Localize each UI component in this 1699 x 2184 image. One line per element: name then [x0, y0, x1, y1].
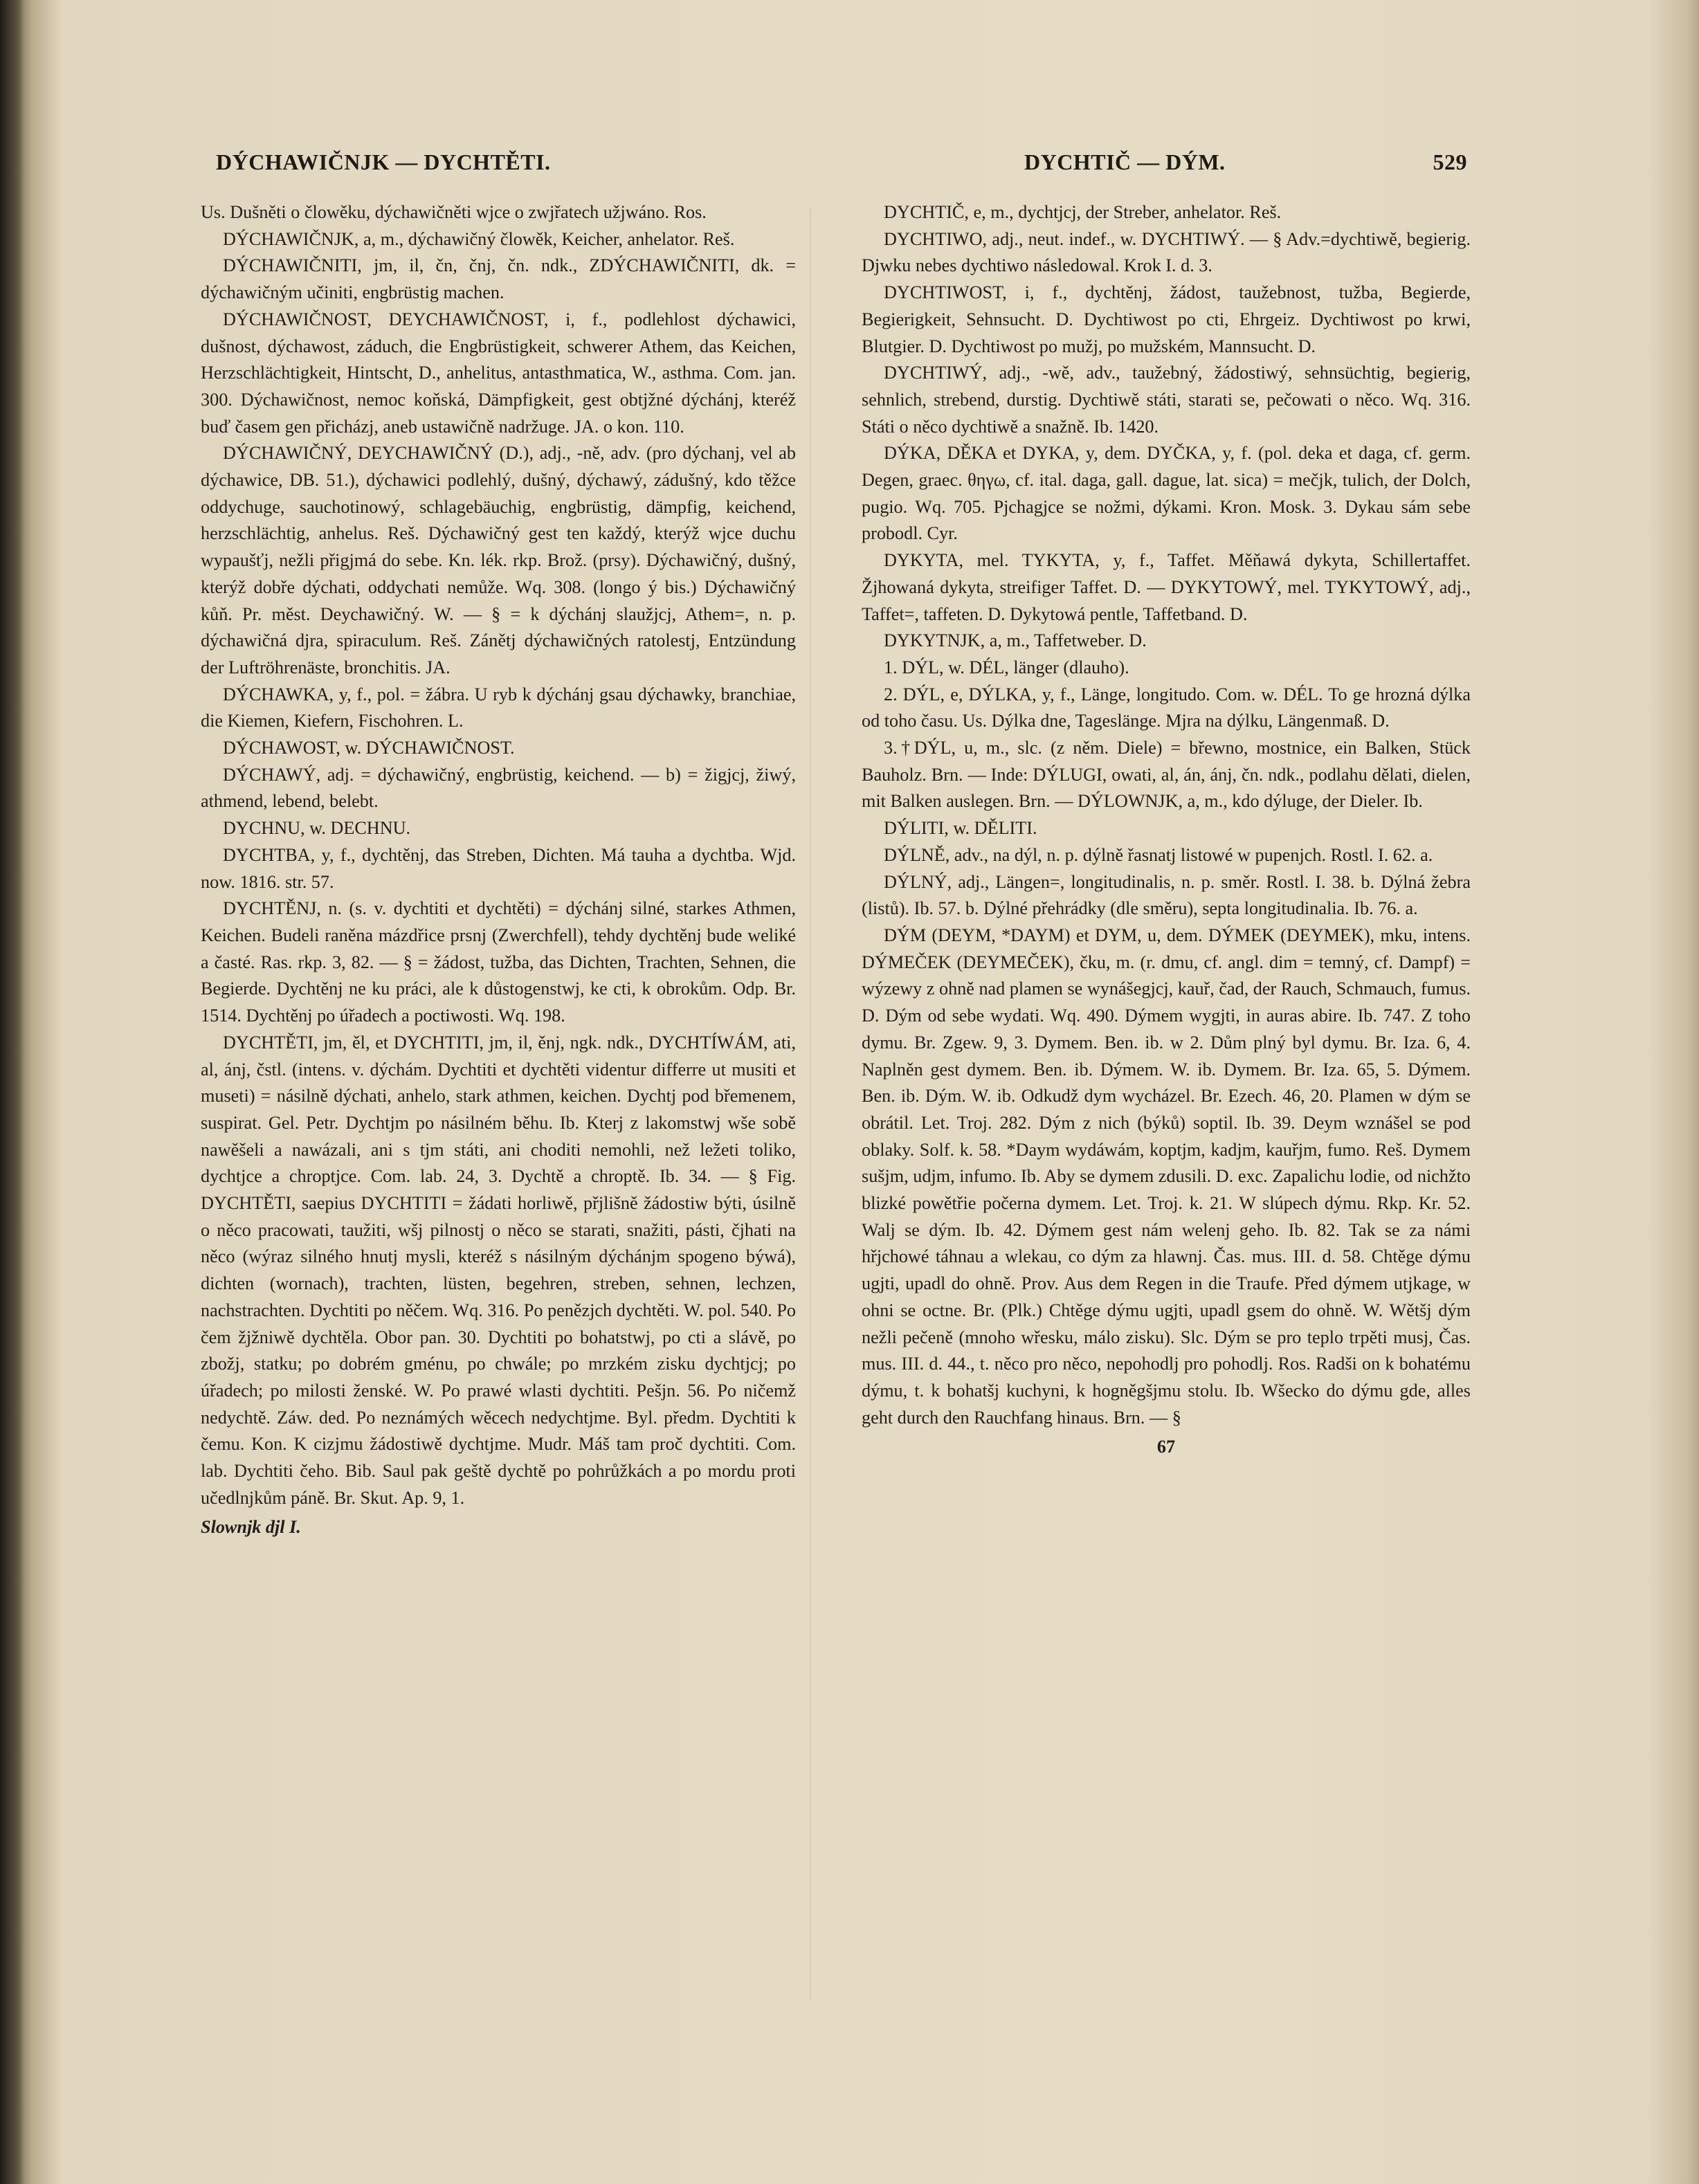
- left-running-title: DÝCHAWIČNJK — DYCHTĚTI.: [216, 149, 551, 174]
- entry-dyka: DÝKA, DĚKA et DYKA, y, dem. DYČKA, y, f. (pol. deka et daga, cf. germ. Degen, graec. θηγω, cf. ital. daga, gall. dague, lat. sica) = mečjk, tulich, der Dolch, pugio. Wq. 705. Pjchagjce se nožmi, dýkami. Kron. Mosk. 3. Dykau sám sebe probodl. Cyr.: [862, 443, 1471, 544]
- entry-dylny: DÝLNÝ, adj., Längen=, longitudinalis, n. p. směr. Rostl. I. 38. b. Dýlná žebra (listů). Ib. 57. b. Dýlné přehrádky (dle směru), septa longitudinalia. Ib. 76. a.: [862, 871, 1471, 919]
- entry-dychtba: DYCHTBA, y, f., dychtěnj, das Streben, Dichten. Má tauha a dychtba. Wjd. now. 1816. str. 57.: [201, 844, 796, 892]
- entry-dychawicniti: DÝCHAWIČNITI, jm, il, čn, čnj, čn. ndk., ZDÝCHAWIČNITI, dk. = dýchawičným učiniti, engbrüstig machen.: [201, 255, 796, 303]
- page-number: 529: [1433, 149, 1467, 174]
- column-gutter: [810, 208, 811, 2000]
- entry-dyl-3: 3.†DÝL, u, m., slc. (z něm. Diele) = břewno, mostnice, ein Balken, Stück Bauholz. Brn. — Inde: DÝLUGI, owati, al, án, ánj, čn. ndk., podlahu dělati, dielen, mit Balken auslegen. Brn. — DÝLOWNJK, a, m., kdo dýluge, der Dieler. Ib.: [862, 738, 1471, 812]
- signature-number: 67: [1156, 1437, 1176, 1457]
- entry-dychawost: DÝCHAWOST, w. DÝCHAWIČNOST.: [223, 738, 515, 758]
- entry-dyliti: DÝLITI, w. DĚLITI.: [884, 818, 1037, 839]
- entry-dyl-1: 1. DÝL, w. DÉL, länger (dlauho).: [884, 657, 1129, 677]
- entry-dychawy: DÝCHAWÝ, adj. = dýchawičný, engbrüstig, keichend. — b) = žigjcj, žiwý, athmend, lebend, belebt.: [201, 764, 796, 812]
- entry-dychawicnost: DÝCHAWIČNOST, DEYCHAWIČNOST, i, f., podlehlost dýchawici, dušnost, dýchawost, záduch, die Engbrüstigkeit, schwerer Athem, das Keichen, Herzschlächtigkeit, Hintscht, D., anhelitus, antasthmatica, W., asthma. Com. jan. 300. Dýchawičnost, nemoc koňská, Dämpfigkeit, gest obtjžné dýchánj, kteréž buď časem gen přicházj, aneb ustawičně nadržuge. JA. o kon. 110.: [201, 309, 796, 437]
- entry-dylne: DÝLNĚ, adv., na dýl, n. p. dýlně řasnatj listowé w pupenjch. Rostl. I. 62. a.: [884, 844, 1433, 865]
- entry-dychnu: DYCHNU, w. DECHNU.: [223, 818, 411, 839]
- signature-mark: Slownjk djl I.: [201, 1517, 301, 1538]
- entry-dychtiwo: DYCHTIWO, adj., neut. indef., w. DYCHTIWÝ. — § Adv.=dychtiwě, begierig. Djwku nebes dychtiwo následowal. Krok I. d. 3.: [862, 228, 1471, 276]
- entry-dychtiwy: DYCHTIWÝ, adj., -wě, adv., taužebný, žádostiwý, sehnsüchtig, begierig, sehnlich, strebend, durstig. Dychtiwě státi, starati se, pečowati o něco. Wq. 316. Státi o něco dychtiwě a snažně. Ib. 1420.: [862, 363, 1471, 437]
- entry-dychtiwost: DYCHTIWOST, i, f., dychtěnj, žádost, taužebnost, tužba, Begierde, Begierigkeit, Sehnsucht. D. Dychtiwost po cti, Ehrgeiz. Dychtiwost po krwi, Blutgier. D. Dychtiwost po mužj, po mužském, Mannsucht. D.: [862, 282, 1471, 356]
- book-spine-shadow: [0, 0, 24, 2184]
- dictionary-page: [187, 145, 1498, 2083]
- entry-dyl-2: 2. DÝL, e, DÝLKA, y, f., Länge, longitudo. Com. w. DÉL. To ge hrozná dýlka od toho času. Us. Dýlka dne, Tageslänge. Mjra na dýlku, Längenmaß. D.: [862, 684, 1471, 731]
- right-column: [862, 199, 1471, 1461]
- entry-text: Us. Dušněti o člowěku, dýchawičněti wjce o zwjřatech užjwáno. Ros.: [201, 202, 707, 222]
- entry-dychtenj: DYCHTĚNJ, n. (s. v. dychtiti et dychtěti) = dýchánj silné, starkes Athmen, Keichen. Budeli raněna mázdřice prsnj (Zwerchfell), tehdy dychtěnj bude weliké a časté. Ras. rkp. 3, 82. — § = žádost, tužba, das Dichten, Trachten, Sehnen, die Begierde. Dychtěnj ne ku práci, ale k důstogenstwj, ke cti, k obrokům. Odp. Br. 1514. Dychtěnj po úřadech a poctiwosti. Wq. 198.: [201, 898, 796, 1026]
- entry-dychtic: DYCHTIČ, e, m., dychtjcj, der Streber, anhelator. Reš.: [884, 202, 1282, 222]
- entry-dykyta: DYKYTA, mel. TYKYTA, y, f., Taffet. Měňawá dykyta, Schillertaffet. Žjhowaná dykyta, streifiger Taffet. D. — DYKYTOWÝ, mel. TYKYTOWÝ, adj., Taffet=, taffeten. D. Dykytowá pentle, Taffetband. D.: [862, 550, 1471, 624]
- entry-dym: DÝM (DEYM, *DAYM) et DYM, u, dem. DÝMEK (DEYMEK), mku, intens. DÝMEČEK (DEYMEČEK), čku, m. (r. dmu, cf. angl. dim = temný, cf. Dampf) = wýzewy z ohně nad plamen se wynášegjcj, kauř, čad, der Rauch, Schmauch, fumus. D. Dým od sebe wydati. Wq. 490. Dýmem wygjti, in auras abire. Ib. 747. Z toho dymu. Br. Zgew. 9, 3. Dymem. Ben. ib. w 2. Dům plný byl dymu. Br. Iza. 6, 4. Naplněn gest dymem. Ben. ib. Dýmem. W. ib. Dymem. Br. Iza. 65, 5. Dýmem. Ben. ib. Dým. W. ib. Odkudž dym wycházel. Br. Ezech. 46, 20. Plamen w dým se obrátil. Let. Troj. 282. Dým z nich (býků) soptil. Ib. 39. Deym wznášel se pod oblaky. Solf. k. 58. *Daym wydáwám, koptjm, kadjm, kauřjm, fumo. Reš. Dymem sušjm, udjm, infumo. Ib. Aby se dymem zdusili. D. exc. Zapalichu lodie, od nichžto blizké powětřie počerna dymem. Let. Troj. k. 21. W slúpech dýmu. Rkp. Kr. 52. Walj se dým. Ib. 42. Dýmem gest nám welenj geho. Ib. 82. Tak se za námi hřjchowé táhnau a wlekau, co dým za hlawnj. Čas. mus. III. d. 58. Chtěge dýmu ugjti, upadl do ohně. Prov. Aus dem Regen in die Traufe. Před dýmem utjkage, w ohni se octne. Br. (Plk.) Chtěge dýmu ugjti, upadl gsem do ohně. W. Wětšj dým nežli pečeně (mnoho wřesku, málo zisku). Slc. Dým se pro teplo trpěti musj, Čas. mus. III. d. 44., t. něco pro něco, nepohodlj pro pohodlj. Ros. Radši on k bohatému dýmu, t. k bohatšj kuchyni, k hogněgšjmu stolu. Ib. Wšecko do dýmu gde, alles geht durch den Rauchfang hinaus. Brn. — §: [862, 925, 1471, 1428]
- entry-dykytnjk: DYKYTNJK, a, m., Taffetweber. D.: [884, 630, 1147, 651]
- entry-dychteti: DYCHTĚTI, jm, ěl, et DYCHTITI, jm, il, ěnj, ngk. ndk., DYCHTÍWÁM, ati, al, ánj, čstl. (intens. v. dýchám. Dychtiti et dychtěti videntur differre ut musiti et museti) = násilně dýchati, anhelo, stark athmen, keichen. Dychtj pod břemenem, suspirat. Gel. Petr. Dychtjm po násilném běhu. Ib. Kterj z lakomstwj wše sobě nawěšeli a nawázali, ani s tjm státi, ani choditi nemohli, než ležeti toliko, dychtjce a chroptjce. Com. lab. 24, 3. Dychtě a chroptě. Ib. 34. — § Fig. DYCHTĚTI, saepius DYCHTITI = žádati horliwě, přjlišně žádostiw býti, úsilně o něco pracowati, taužiti, wšj pilnostj o něco se starati, snažiti, pásti, čjhati na něco (wýraz silného hnutj mysli, kteréž s násilným dýchánjm spogeno býwá), dichten (wornach), trachten, lüsten, begehren, streben, sehnen, lechzen, nachstrachten. Dychtiti po něčem. Wq. 316. Po penězjch dychtěti. W. pol. 540. Po čem žjžniwě dychtěla. Obor pan. 30. Dychtiti po bohatstwj, po cti a slávě, po zbožj, statku; po dobrém gménu, po chwále; po mrzkém zisku dychtjcj; po úřadech; po milosti ženské. W. Po prawé wlasti dychtiti. Pešjn. 56. Po ničemž nedychtě. Záw. ded. Po neznámých wěcech nedychtjme. Byl. předm. Dychtiti k čemu. Kon. K cizjmu žádostiwě dychtjme. Mudr. Máš tam proč dychtiti. Com. lab. Dychtiti čeho. Bib. Saul pak geště dychtě po pohrůžkách a po mordu proti učedlnjkům páně. Br. Skut. Ap. 9, 1.: [201, 1032, 796, 1508]
- entry-dychawicny: DÝCHAWIČNÝ, DEYCHAWIČNÝ (D.), adj., -ně, adv. (pro dýchanj, vel ab dýchawice, DB. 51.), dýchawici podlehlý, dušný, dýchawý, zádušný, kdo těžce oddychuge, sauchotinowý, schlagebäuchig, engbrüstig, dämpfig, keichend, herzschlächtig, anhelus. Reš. Dýchawičný gest ten každý, kterýž wjce duchu wypaušťj, nežli přigjmá do sebe. Kn. lék. rkp. Brož. (prsy). Dýchawičný, dušný, kterýž dobře dýchati, oddychati nemůže. Wq. 308. (longo ý bis.) Dýchawičný kůň. Pr. měst. Deychawičný. W. — § = k dýchánj slaužjcj, Athem=, n. p. dýchawičná djra, spiraculum. Reš. Zánětj dýchawičných ratolestj, Entzündung der Luftröhrenäste, bronchitis. JA.: [201, 443, 796, 677]
- running-header: [187, 145, 1498, 180]
- right-running-title: DYCHTIČ — DÝM.: [1024, 149, 1226, 174]
- entry-dychawicnjk: DÝCHAWIČNJK, a, m., dýchawičný člowěk, Keicher, anhelator. Reš.: [223, 228, 735, 249]
- entry-dychawka: DÝCHAWKA, y, f., pol. = žábra. U ryb k dýchánj gsau dýchawky, branchiae, die Kiemen, Kiefern, Fischohren. L.: [201, 684, 796, 731]
- left-column: [201, 199, 796, 1541]
